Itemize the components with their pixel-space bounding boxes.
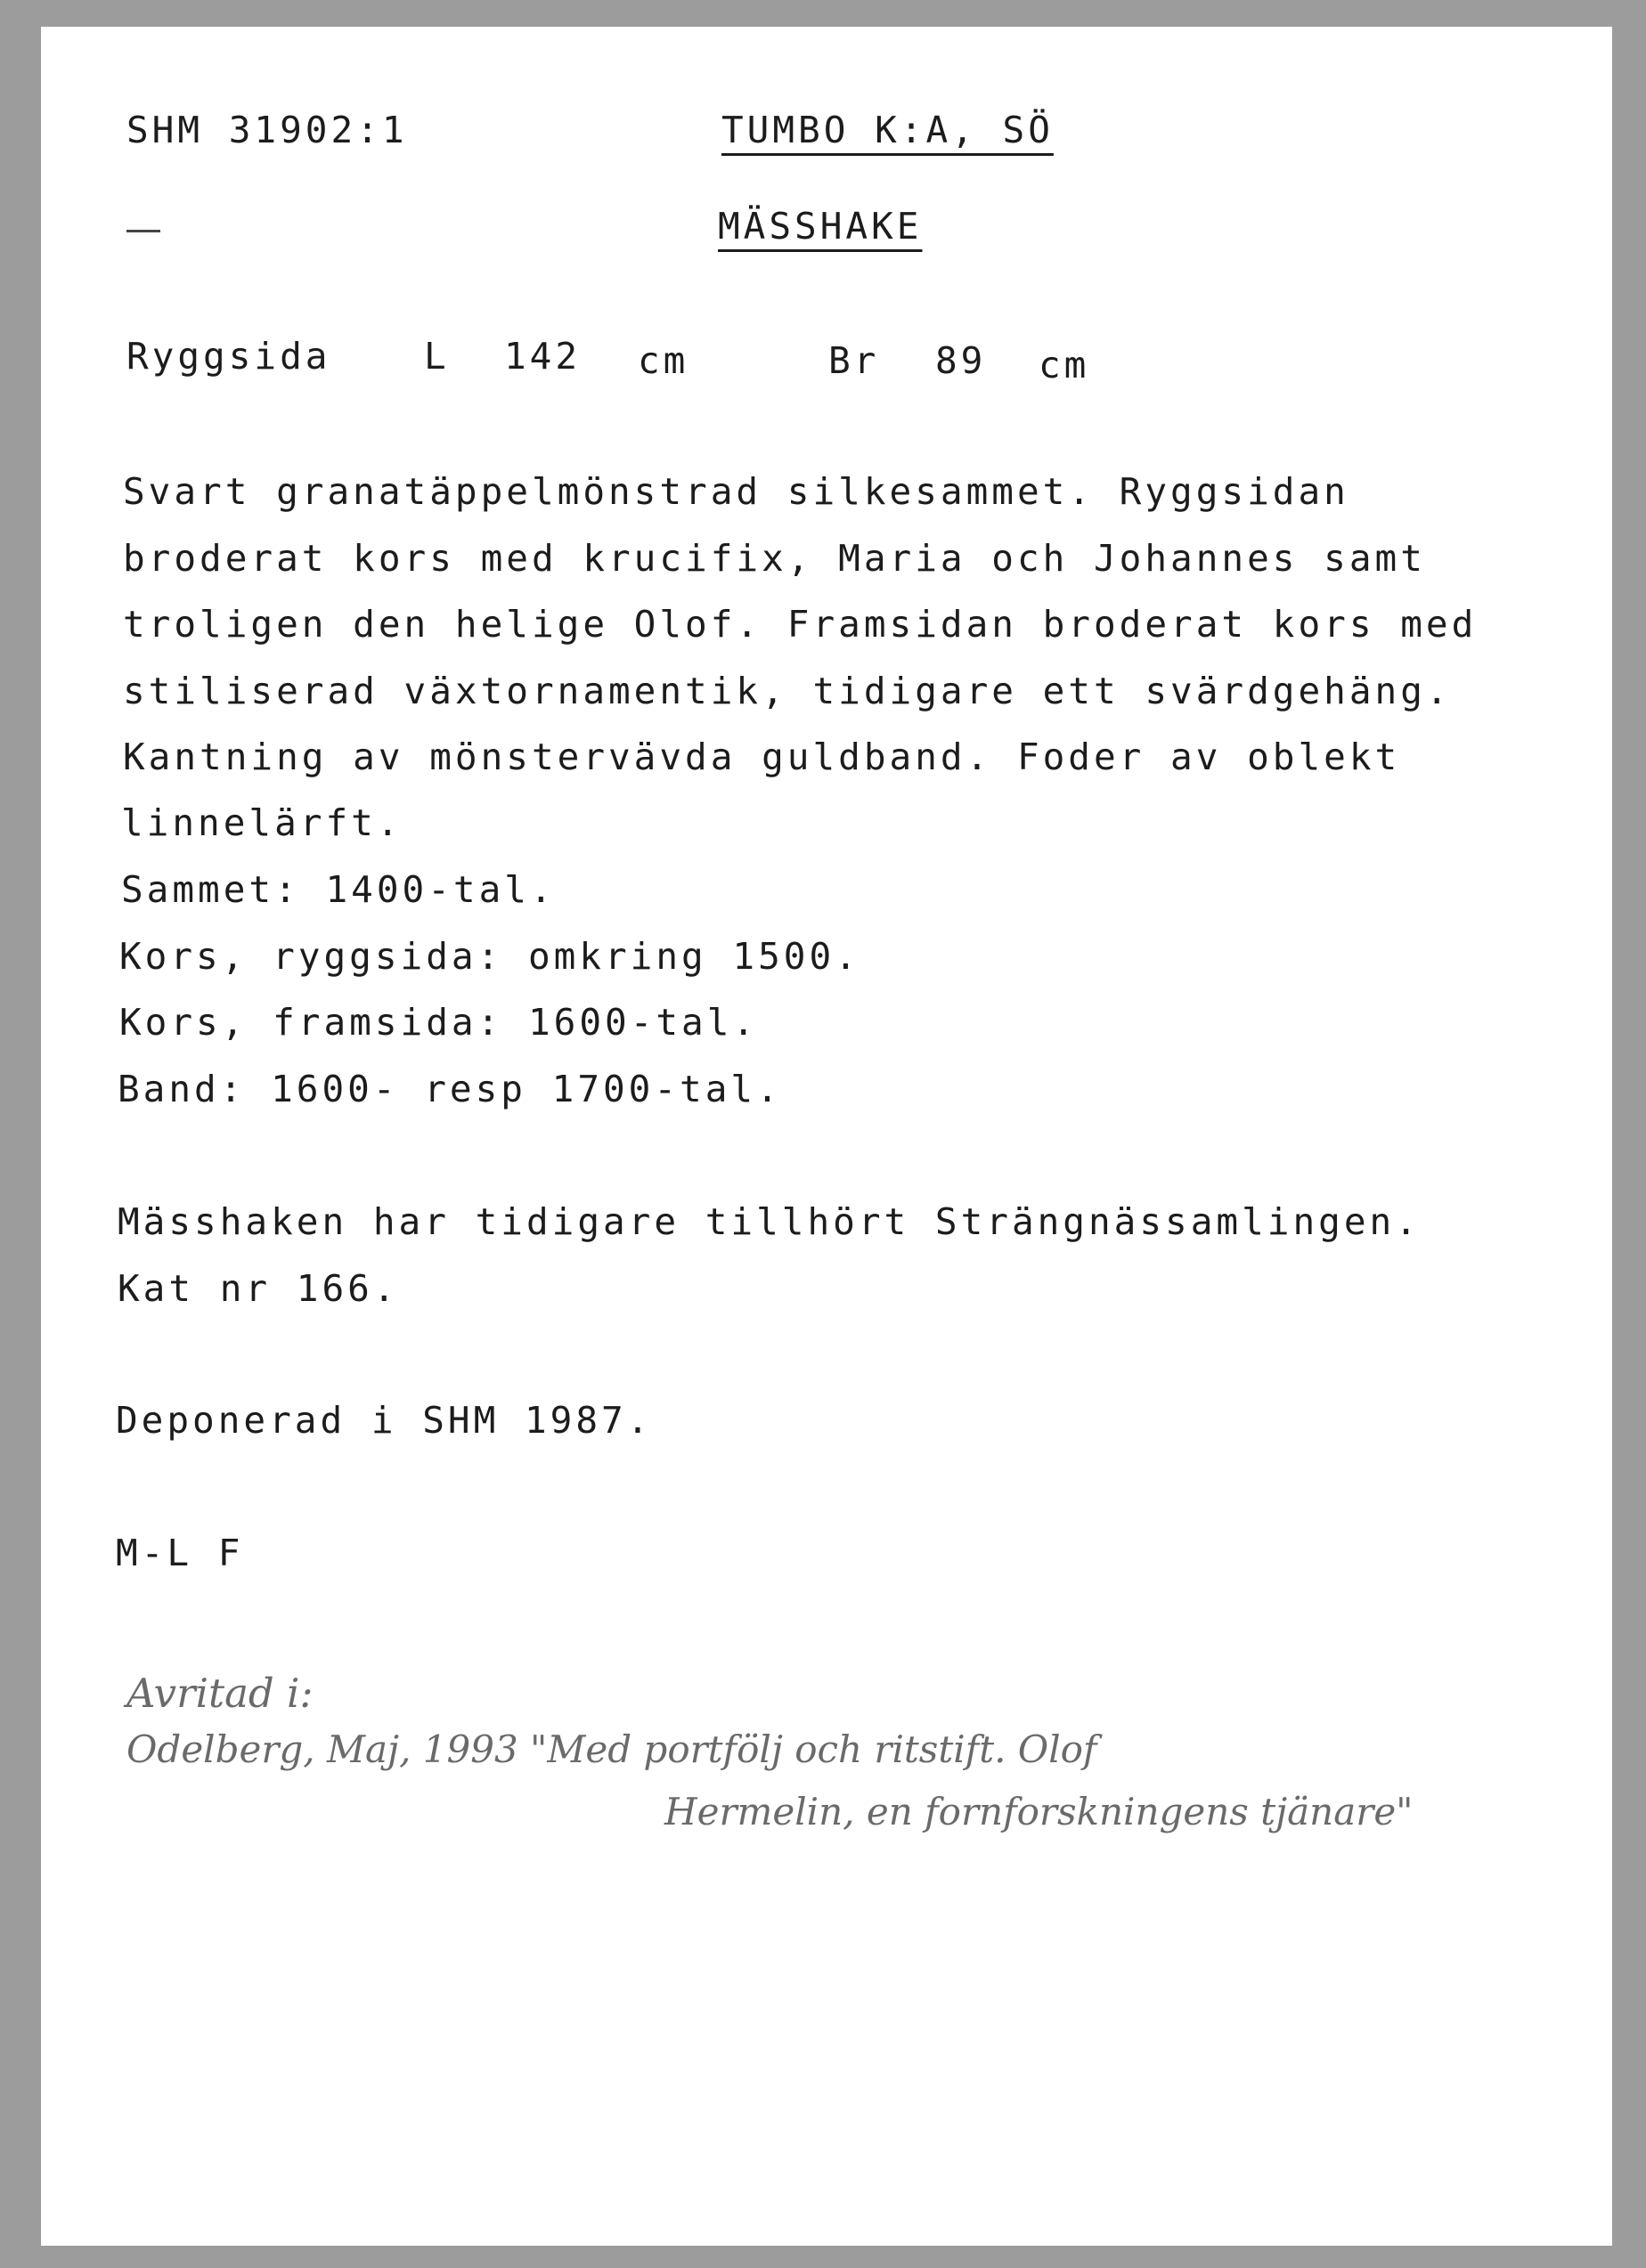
- description-line: troligen den helige Olof. Framsidan broderat kors med: [123, 603, 1478, 646]
- inventory-number: SHM 31902:1: [126, 109, 408, 151]
- width-value: 89: [935, 339, 987, 382]
- signature-initials: M-L F: [116, 1532, 244, 1574]
- description-line: stiliserad växtornamentik, tidigare ett svärdgehäng.: [123, 670, 1452, 712]
- handwritten-note-line: Avritad i:: [126, 1670, 314, 1717]
- provenance-line: Kat nr 166.: [118, 1267, 399, 1310]
- dating-line: Band: 1600- resp 1700-tal.: [118, 1068, 782, 1110]
- header-dash: [126, 230, 160, 232]
- document-page: [41, 27, 1612, 2246]
- parish-title: TUMBO K:A, SÖ: [721, 109, 1054, 151]
- object-type-title: MÄSSHAKE: [718, 205, 923, 248]
- width-unit: cm: [1039, 344, 1090, 386]
- length-unit: cm: [638, 339, 689, 382]
- deposit-note: Deponerad i SHM 1987.: [116, 1399, 653, 1442]
- dating-line: Kors, framsida: 1600-tal.: [119, 1001, 759, 1044]
- length-label: L: [424, 335, 450, 378]
- description-line: Svart granatäppelmönstrad silkesammet. Ryggsidan: [123, 470, 1349, 513]
- dating-line: Sammet: 1400-tal.: [121, 868, 556, 911]
- description-line: linnelärft.: [121, 801, 403, 844]
- dating-line: Kors, ryggsida: omkring 1500.: [119, 935, 860, 978]
- handwritten-note-line: Hermelin, en fornforskningens tjänare": [664, 1790, 1414, 1833]
- description-line: broderat kors med krucifix, Maria och Johannes samt: [123, 537, 1426, 580]
- length-value: 142: [504, 335, 582, 378]
- width-label: Br: [828, 339, 880, 382]
- handwritten-note-line: Odelberg, Maj, 1993 "Med portfölj och ritstift. Olof: [126, 1727, 1097, 1771]
- dimensions-label: Ryggsida: [126, 335, 331, 378]
- provenance-line: Mässhaken har tidigare tillhört Strängnässamlingen.: [118, 1200, 1421, 1243]
- description-line: Kantning av mönstervävda guldband. Foder av oblekt: [123, 736, 1401, 778]
